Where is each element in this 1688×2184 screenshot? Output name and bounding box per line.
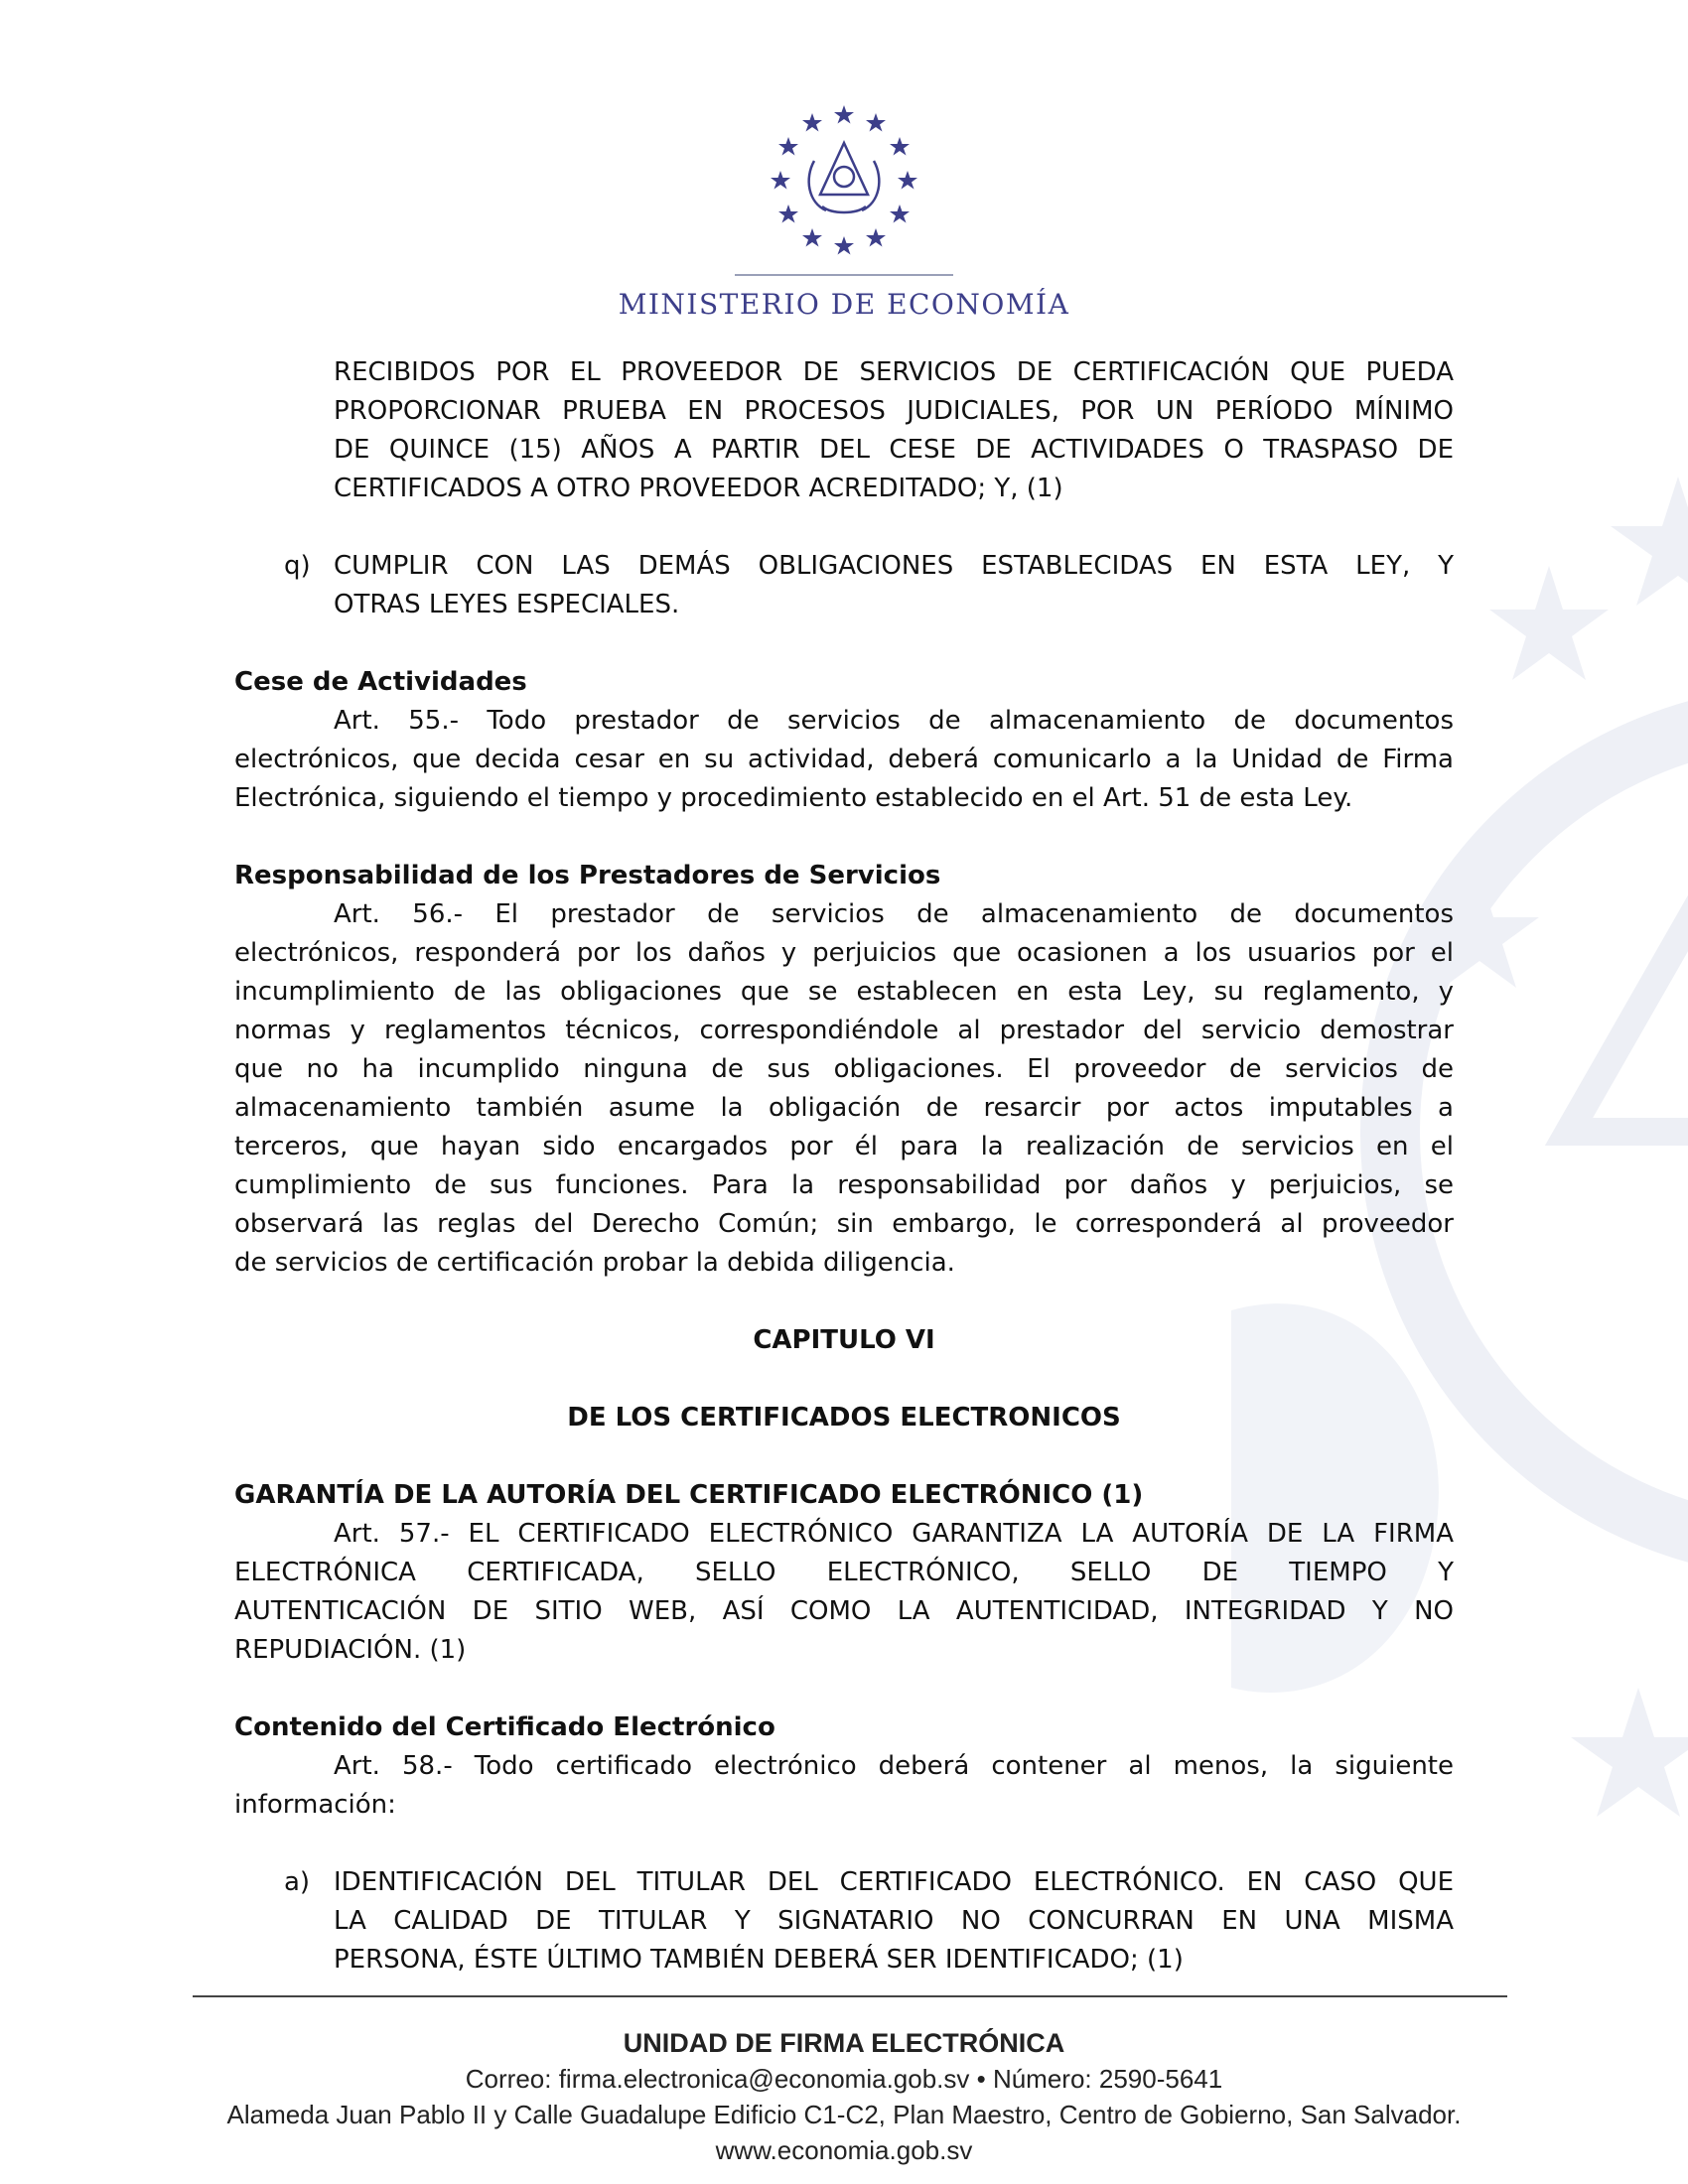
page-footer — [0, 2025, 1688, 2168]
star-icon — [778, 137, 798, 156]
text-line: almacenamiento también asume la obligación de resarcir por actos imputables a — [234, 1093, 1454, 1123]
page-header — [0, 99, 1688, 321]
star-icon — [771, 171, 790, 190]
text-line: ELECTRÓNICA CERTIFICADA, SELLO ELECTRÓNICO, SELLO DE TIEMPO Y — [234, 1558, 1454, 1587]
list-item-q — [234, 547, 1454, 624]
text-line: LA CALIDAD DE TITULAR Y SIGNATARIO NO CONCURRAN EN UNA MISMA — [334, 1906, 1454, 1936]
star-icon — [1571, 1688, 1688, 1817]
article-57-heading: GARANTÍA DE LA AUTORÍA DEL CERTIFICADO ELECTRÓNICO (1) — [234, 1480, 1144, 1510]
article-56-text — [234, 895, 1454, 1283]
star-icon — [834, 105, 854, 124]
text-line: CUMPLIR CON LAS DEMÁS OBLIGACIONES ESTABLECIDAS EN ESTA LEY, Y — [334, 551, 1454, 581]
text-line: electrónicos, que decida cesar en su actividad, deberá comunicarlo a la Unidad de Firma — [234, 745, 1454, 774]
text-line: OTRAS LEYES ESPECIALES. — [334, 590, 680, 619]
text-line: Art. 57.- EL CERTIFICADO ELECTRÓNICO GARANTIZA LA AUTORÍA DE LA FIRMA — [334, 1519, 1454, 1549]
text-line: terceros, que hayan sido encargados por él para la realización de servicios en el — [234, 1132, 1454, 1161]
star-icon — [1489, 566, 1609, 680]
footer-divider — [193, 1995, 1507, 1997]
text-line: DE QUINCE (15) AÑOS A PARTIR DEL CESE DE ACTIVIDADES O TRASPASO DE — [334, 435, 1454, 465]
star-icon — [802, 113, 822, 132]
unit-name: UNIDAD DE FIRMA ELECTRÓNICA — [623, 2028, 1065, 2058]
star-icon — [898, 171, 917, 190]
text-line: AUTENTICACIÓN DE SITIO WEB, ASÍ COMO LA AUTENTICIDAD, INTEGRIDAD Y NO — [234, 1596, 1454, 1626]
address-line: Alameda Juan Pablo II y Calle Guadalupe Edificio C1-C2, Plan Maestro, Centro de Gobierno, San Salvador. — [226, 2100, 1462, 2129]
text-line: PROPORCIONAR PRUEBA EN PROCESOS JUDICIALES, POR UN PERÍODO MÍNIMO — [334, 396, 1454, 426]
article-57-text — [234, 1515, 1454, 1670]
text-line: normas y reglamentos técnicos, correspondiéndole al prestador del servicio demostrar — [234, 1016, 1454, 1045]
list-marker: a) — [284, 1867, 311, 1897]
text-line: cumplimiento de sus funciones. Para la responsabilidad por daños y perjuicios, se — [234, 1170, 1454, 1200]
article-58-text — [234, 1747, 1454, 1825]
text-line: electrónicos, responderá por los daños y perjuicios que ocasionen a los usuarios por el — [234, 938, 1454, 968]
star-icon — [866, 113, 886, 132]
text-line: IDENTIFICACIÓN DEL TITULAR DEL CERTIFICADO ELECTRÓNICO. EN CASO QUE — [334, 1867, 1454, 1897]
star-icon — [890, 205, 910, 223]
star-icon — [834, 236, 854, 255]
star-icon — [1611, 477, 1688, 606]
star-icon — [802, 228, 822, 247]
star-icon — [866, 228, 886, 247]
ministry-name: MINISTERIO DE ECONOMÍA — [618, 288, 1070, 321]
star-icon — [778, 205, 798, 223]
text-line: de servicios de certificación probar la debida diligencia. — [234, 1248, 955, 1278]
text-line: RECIBIDOS POR EL PROVEEDOR DE SERVICIOS DE CERTIFICACIÓN QUE PUEDA — [334, 357, 1454, 387]
text-line: CERTIFICADOS A OTRO PROVEEDOR ACREDITADO; Y, (1) — [334, 474, 1063, 503]
chapter-number: CAPITULO VI — [753, 1325, 935, 1355]
text-line: Art. 58.- Todo certificado electrónico deberá contener al menos, la siguiente — [334, 1751, 1454, 1781]
text-line: observará las reglas del Derecho Común; sin embargo, le corresponderá al proveedor — [234, 1209, 1454, 1239]
star-icon — [890, 137, 910, 156]
coat-of-arms-logo — [765, 99, 923, 258]
text-line: que no ha incumplido ninguna de sus obligaciones. El proveedor de servicios de — [234, 1054, 1454, 1084]
article-55-heading: Cese de Actividades — [234, 667, 527, 697]
text-line: REPUDIACIÓN. (1) — [234, 1635, 467, 1665]
website-link[interactable]: www.economia.gob.sv — [715, 2135, 973, 2165]
article-56-heading: Responsabilidad de los Prestadores de Servicios — [234, 861, 941, 890]
text-line: Art. 56.- El prestador de servicios de almacenamiento de documentos — [334, 899, 1454, 929]
text-line: información: — [234, 1790, 396, 1820]
header-divider — [735, 274, 953, 276]
contact-line: Correo: firma.electronica@economia.gob.sv • Número: 2590-5641 — [465, 2064, 1223, 2094]
text-line: incumplimiento de las obligaciones que se establecen en esta Ley, su reglamento, y — [234, 977, 1454, 1007]
text-line: PERSONA, ÉSTE ÚLTIMO TAMBIÉN DEBERÁ SER IDENTIFICADO; (1) — [334, 1945, 1184, 1975]
document-body — [234, 353, 1454, 1979]
list-marker: q) — [284, 551, 311, 581]
text-line: Art. 55.- Todo prestador de servicios de almacenamiento de documentos — [334, 706, 1454, 736]
item-p-continuation — [234, 353, 1454, 508]
article-58-heading: Contenido del Certificado Electrónico — [234, 1712, 775, 1742]
chapter-title: DE LOS CERTIFICADOS ELECTRONICOS — [567, 1403, 1121, 1433]
text-line: Electrónica, siguiendo el tiempo y procedimiento establecido en el Art. 51 de esta Ley. — [234, 783, 1353, 813]
list-item-a — [234, 1863, 1454, 1979]
article-55-text — [234, 702, 1454, 818]
